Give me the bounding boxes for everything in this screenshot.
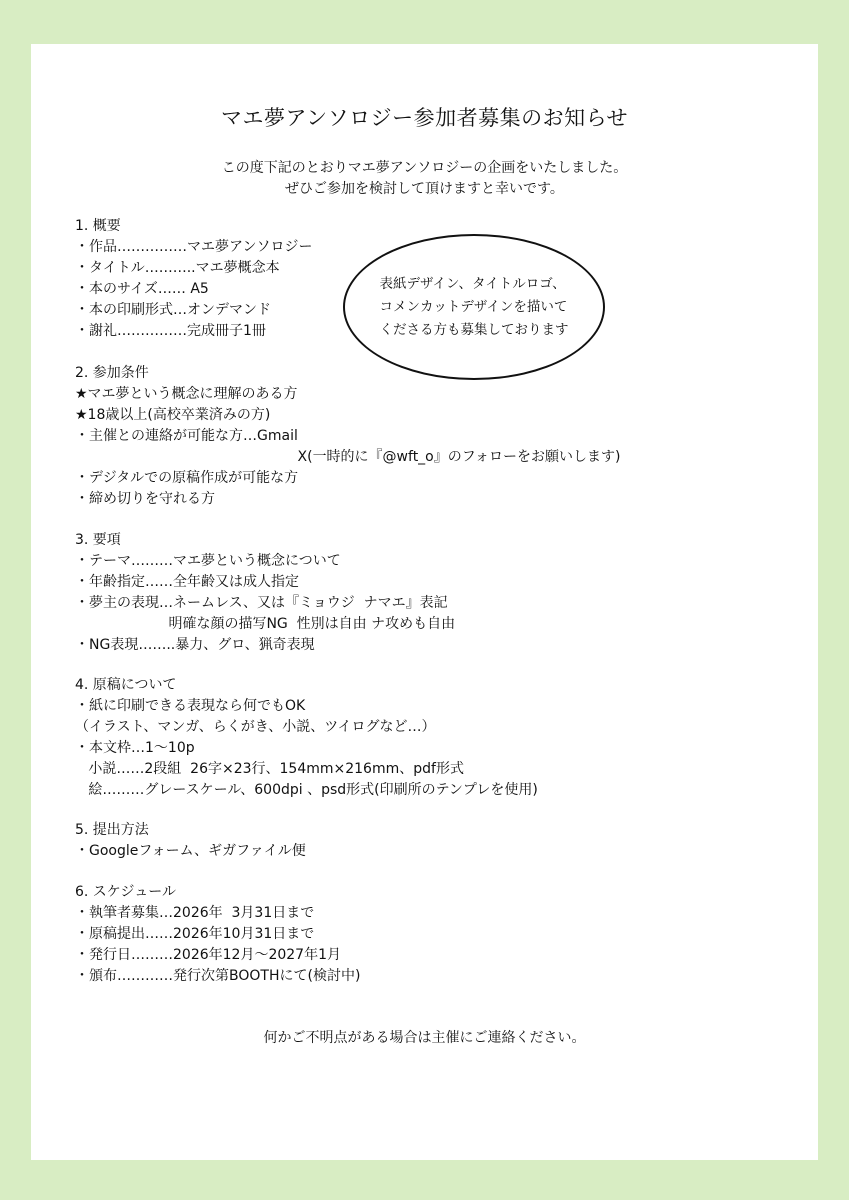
conditions-line: ・デジタルでの原稿作成が可能な方 xyxy=(75,470,299,486)
footer-note: 何かご不明点がある場合は主催にご連絡ください。 xyxy=(263,1030,586,1046)
intro-line: この度下記のとおりマエ夢アンソロジーの企画をいたしました。 xyxy=(221,160,628,176)
schedule-line: ・原稿提出……2026年10月31日まで xyxy=(75,926,315,942)
requirements-line: ・年齢指定……全年齢又は成人指定 xyxy=(75,574,299,590)
conditions-line: ★18歳以上(高校卒業済みの方) xyxy=(75,407,271,423)
bubble-line: コメンカットデザインを描いて xyxy=(379,298,568,315)
section-heading: 4. 原稿について xyxy=(75,677,177,693)
schedule-line: ・発行日………2026年12月～2027年1月 xyxy=(75,947,341,963)
submission-line: ・Googleフォーム、ギガファイル便 xyxy=(75,843,306,859)
conditions-line: ★マエ夢という概念に理解のある方 xyxy=(75,386,298,402)
section-conditions xyxy=(75,363,621,510)
conditions-line: X(一時的に『@wft_o』のフォローをお願いします) xyxy=(75,449,621,465)
overview-line: ・作品……………マエ夢アンソロジー xyxy=(75,239,313,255)
section-submission xyxy=(75,820,306,862)
manuscript-line: 小説……2段組 26字×23行、154mm×216mm、pdf形式 xyxy=(75,761,464,777)
section-heading: 2. 参加条件 xyxy=(75,365,149,381)
section-heading: 1. 概要 xyxy=(75,218,121,234)
overview-line: ・本のサイズ…… A5 xyxy=(75,281,209,297)
section-requirements xyxy=(75,530,455,656)
schedule-line: ・頒布…………発行次第BOOTHにて(検討中) xyxy=(75,968,361,984)
requirements-line: ・夢主の表現…ネームレス、又は『ミョウジ ナマエ』表記 xyxy=(75,595,448,611)
intro-line: ぜひご参加を検討して頂けますと幸いです。 xyxy=(285,181,564,197)
section-heading: 6. スケジュール xyxy=(75,884,176,900)
section-manuscript xyxy=(75,675,538,801)
page-title: マエ夢アンソロジー参加者募集のお知らせ xyxy=(220,106,629,130)
overview-line: ・タイトル………..マエ夢概念本 xyxy=(75,260,280,276)
overview-line: ・本の印刷形式…オンデマンド xyxy=(75,302,271,318)
bubble-line: 表紙デザイン、タイトルロゴ、 xyxy=(379,275,566,292)
section-heading: 5. 提出方法 xyxy=(75,822,149,838)
overview-line: ・謝礼……………完成冊子1冊 xyxy=(75,323,266,339)
flyer-page xyxy=(31,44,818,1160)
conditions-line: ・締め切りを守れる方 xyxy=(75,491,215,507)
section-schedule xyxy=(75,882,360,987)
bubble-text xyxy=(380,273,569,342)
intro-text xyxy=(31,158,818,200)
section-heading: 3. 要項 xyxy=(75,532,121,548)
manuscript-line: 絵………グレースケール、600dpi 、psd形式(印刷所のテンプレを使用) xyxy=(75,782,538,798)
bubble-line: くださる方も募集しております xyxy=(379,321,569,338)
section-overview xyxy=(75,216,312,342)
manuscript-line: （イラスト、マンガ、らくがき、小説、ツイログなど…） xyxy=(75,719,436,735)
conditions-line: ・主催との連絡が可能な方…Gmail xyxy=(75,428,298,444)
schedule-line: ・執筆者募集…2026年 3月31日まで xyxy=(75,905,315,921)
manuscript-line: ・本文枠…1～10p xyxy=(75,740,195,756)
requirements-line: ・NG表現……..暴力、グロ、猟奇表現 xyxy=(75,637,315,653)
manuscript-line: ・紙に印刷できる表現なら何でもOK xyxy=(75,698,306,714)
requirements-line: ・テーマ………マエ夢という概念について xyxy=(75,553,341,569)
speech-bubble xyxy=(343,234,605,380)
requirements-line: 明確な顔の描写NG 性別は自由 ナ攻めも自由 xyxy=(75,616,456,632)
